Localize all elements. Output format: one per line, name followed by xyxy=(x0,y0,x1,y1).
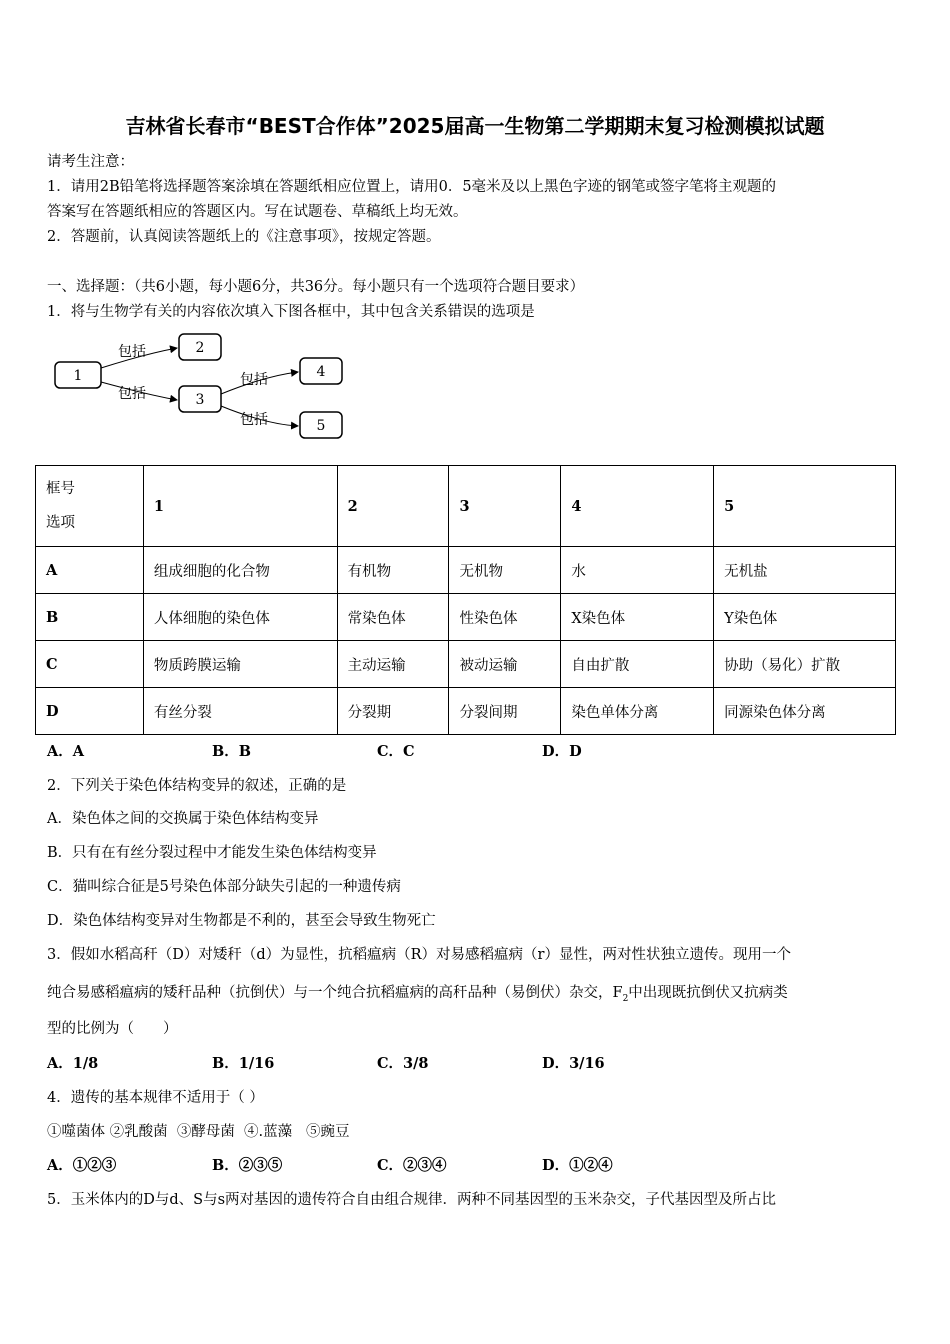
q3-subscript: 2 xyxy=(622,993,629,1004)
table-row xyxy=(36,547,896,594)
header-box-label: 框号 xyxy=(46,481,75,497)
q3-option-d[interactable]: D．3/16 xyxy=(542,1055,605,1072)
table-corner-cell xyxy=(36,466,144,547)
table-cell: 分裂间期 xyxy=(449,688,561,735)
q1-option-b[interactable]: B．B xyxy=(212,743,252,760)
svg-text:3: 3 xyxy=(195,392,205,408)
table-cell: 常染色体 xyxy=(337,594,449,641)
notice-heading: 请考生注意： xyxy=(47,154,134,170)
diagram-label-2: 包括 xyxy=(118,386,146,402)
table-cell: 人体细胞的染色体 xyxy=(143,594,337,641)
table-cell: 有机物 xyxy=(337,547,449,594)
table-cell: X染色体 xyxy=(561,594,714,641)
q2-option-c[interactable]: C．猫叫综合征是5号染色体部分缺失引起的一种遗传病 xyxy=(47,879,401,895)
row-label: A xyxy=(36,547,144,594)
inclusion-diagram xyxy=(50,328,350,448)
q2-stem: 2．下列关于染色体结构变异的叙述，正确的是 xyxy=(47,778,347,794)
diagram-box-4 xyxy=(300,358,342,384)
table-cell: 同源染色体分离 xyxy=(714,688,896,735)
table-cell: 无机盐 xyxy=(714,547,896,594)
q2-option-d[interactable]: D．染色体结构变异对生物都是不利的，甚至会导致生物死亡 xyxy=(47,913,436,929)
table-cell: 分裂期 xyxy=(337,688,449,735)
q4-option-d[interactable]: D．①②④ xyxy=(542,1157,613,1174)
svg-text:4: 4 xyxy=(316,364,326,380)
table-header-row xyxy=(36,466,896,547)
q3-stem-line2 xyxy=(47,983,788,1009)
table-header-cell: 3 xyxy=(449,466,561,547)
diagram-box-3 xyxy=(179,386,221,412)
table-cell: 无机物 xyxy=(449,547,561,594)
diagram-box-5 xyxy=(300,412,342,438)
diagram-box-1 xyxy=(55,362,101,388)
diagram-box-2 xyxy=(179,334,221,360)
q2-option-a[interactable]: A．染色体之间的交换属于染色体结构变异 xyxy=(47,811,319,827)
diagram-label-4: 包括 xyxy=(240,412,268,428)
svg-text:1: 1 xyxy=(73,368,83,384)
q1-options-table xyxy=(35,465,896,735)
row-label: D xyxy=(36,688,144,735)
table-cell: 被动运输 xyxy=(449,641,561,688)
table-row xyxy=(36,594,896,641)
notice-item-2: 2．答题前，认真阅读答题纸上的《注意事项》，按规定答题。 xyxy=(47,229,441,245)
table-cell: 染色单体分离 xyxy=(561,688,714,735)
table-header-cell: 2 xyxy=(337,466,449,547)
table-cell: 组成细胞的化合物 xyxy=(143,547,337,594)
page-title: 吉林省长春市“BEST合作体”2025届高一生物第二学期期末复习检测模拟试题 xyxy=(125,114,825,138)
table-cell: 协助（易化）扩散 xyxy=(714,641,896,688)
table-cell: Y染色体 xyxy=(714,594,896,641)
q4-stem: 4．遗传的基本规律不适用于（ ） xyxy=(47,1090,264,1106)
svg-text:5: 5 xyxy=(316,418,326,434)
q1-option-a[interactable]: A．A xyxy=(47,743,85,760)
q4-option-a[interactable]: A．①②③ xyxy=(47,1157,117,1174)
header-option-label: 选项 xyxy=(46,515,75,531)
row-label: B xyxy=(36,594,144,641)
table-header-cell: 1 xyxy=(143,466,337,547)
diagram-label-3: 包括 xyxy=(240,372,268,388)
notice-item-1a: 1．请用2B铅笔将选择题答案涂填在答题纸相应位置上，请用0．5毫米及以上黑色字迹的钢笔或签字笔将主观题的 xyxy=(47,179,777,195)
row-label: C xyxy=(36,641,144,688)
table-row xyxy=(36,641,896,688)
table-header-cell: 5 xyxy=(714,466,896,547)
table-cell: 自由扩散 xyxy=(561,641,714,688)
q1-option-d[interactable]: D．D xyxy=(542,743,582,760)
q3-stem-line2-post: 中出现既抗倒伏又抗病类 xyxy=(628,985,788,1001)
q3-option-c[interactable]: C．3/8 xyxy=(377,1055,429,1072)
table-cell: 主动运输 xyxy=(337,641,449,688)
table-cell: 有丝分裂 xyxy=(143,688,337,735)
table-row xyxy=(36,688,896,735)
q5-stem: 5．玉米体内的D与d、S与s两对基因的遗传符合自由组合规律．两种不同基因型的玉米杂交，子代基因型及所占比 xyxy=(47,1192,777,1208)
q4-option-b[interactable]: B．②③⑤ xyxy=(212,1157,283,1174)
q2-option-b[interactable]: B．只有在有丝分裂过程中才能发生染色体结构变异 xyxy=(47,845,377,861)
q3-option-b[interactable]: B．1/16 xyxy=(212,1055,275,1072)
q3-stem-line1: 3．假如水稻高秆（D）对矮秆（d）为显性，抗稻瘟病（R）对易感稻瘟病（r）显性，两对性状独立遗传。现用一个 xyxy=(47,947,791,963)
table-cell: 物质跨膜运输 xyxy=(143,641,337,688)
q1-option-c[interactable]: C．C xyxy=(377,743,415,760)
q3-stem-line3: 型的比例为（ ） xyxy=(47,1021,178,1037)
q3-stem-line2-pre: 纯合易感稻瘟病的矮秆品种（抗倒伏）与一个纯合抗稻瘟病的高秆品种（易倒伏）杂交，F xyxy=(47,985,623,1001)
table-header-cell: 4 xyxy=(561,466,714,547)
q3-option-a[interactable]: A．1/8 xyxy=(47,1055,99,1072)
diagram-label-1: 包括 xyxy=(118,344,146,360)
q4-items: ①噬菌体 ②乳酸菌 ③酵母菌 ④.蓝藻 ⑤豌豆 xyxy=(47,1124,350,1140)
table-cell: 性染色体 xyxy=(449,594,561,641)
table-cell: 水 xyxy=(561,547,714,594)
svg-text:2: 2 xyxy=(195,340,205,356)
q1-stem: 1．将与生物学有关的内容依次填入下图各框中，其中包含关系错误的选项是 xyxy=(47,304,535,320)
notice-item-1b: 答案写在答题纸相应的答题区内。写在试题卷、草稿纸上均无效。 xyxy=(47,204,468,220)
section-heading: 一、选择题：（共6小题，每小题6分，共36分。每小题只有一个选项符合题目要求） xyxy=(47,279,585,295)
q4-option-c[interactable]: C．②③④ xyxy=(377,1157,447,1174)
